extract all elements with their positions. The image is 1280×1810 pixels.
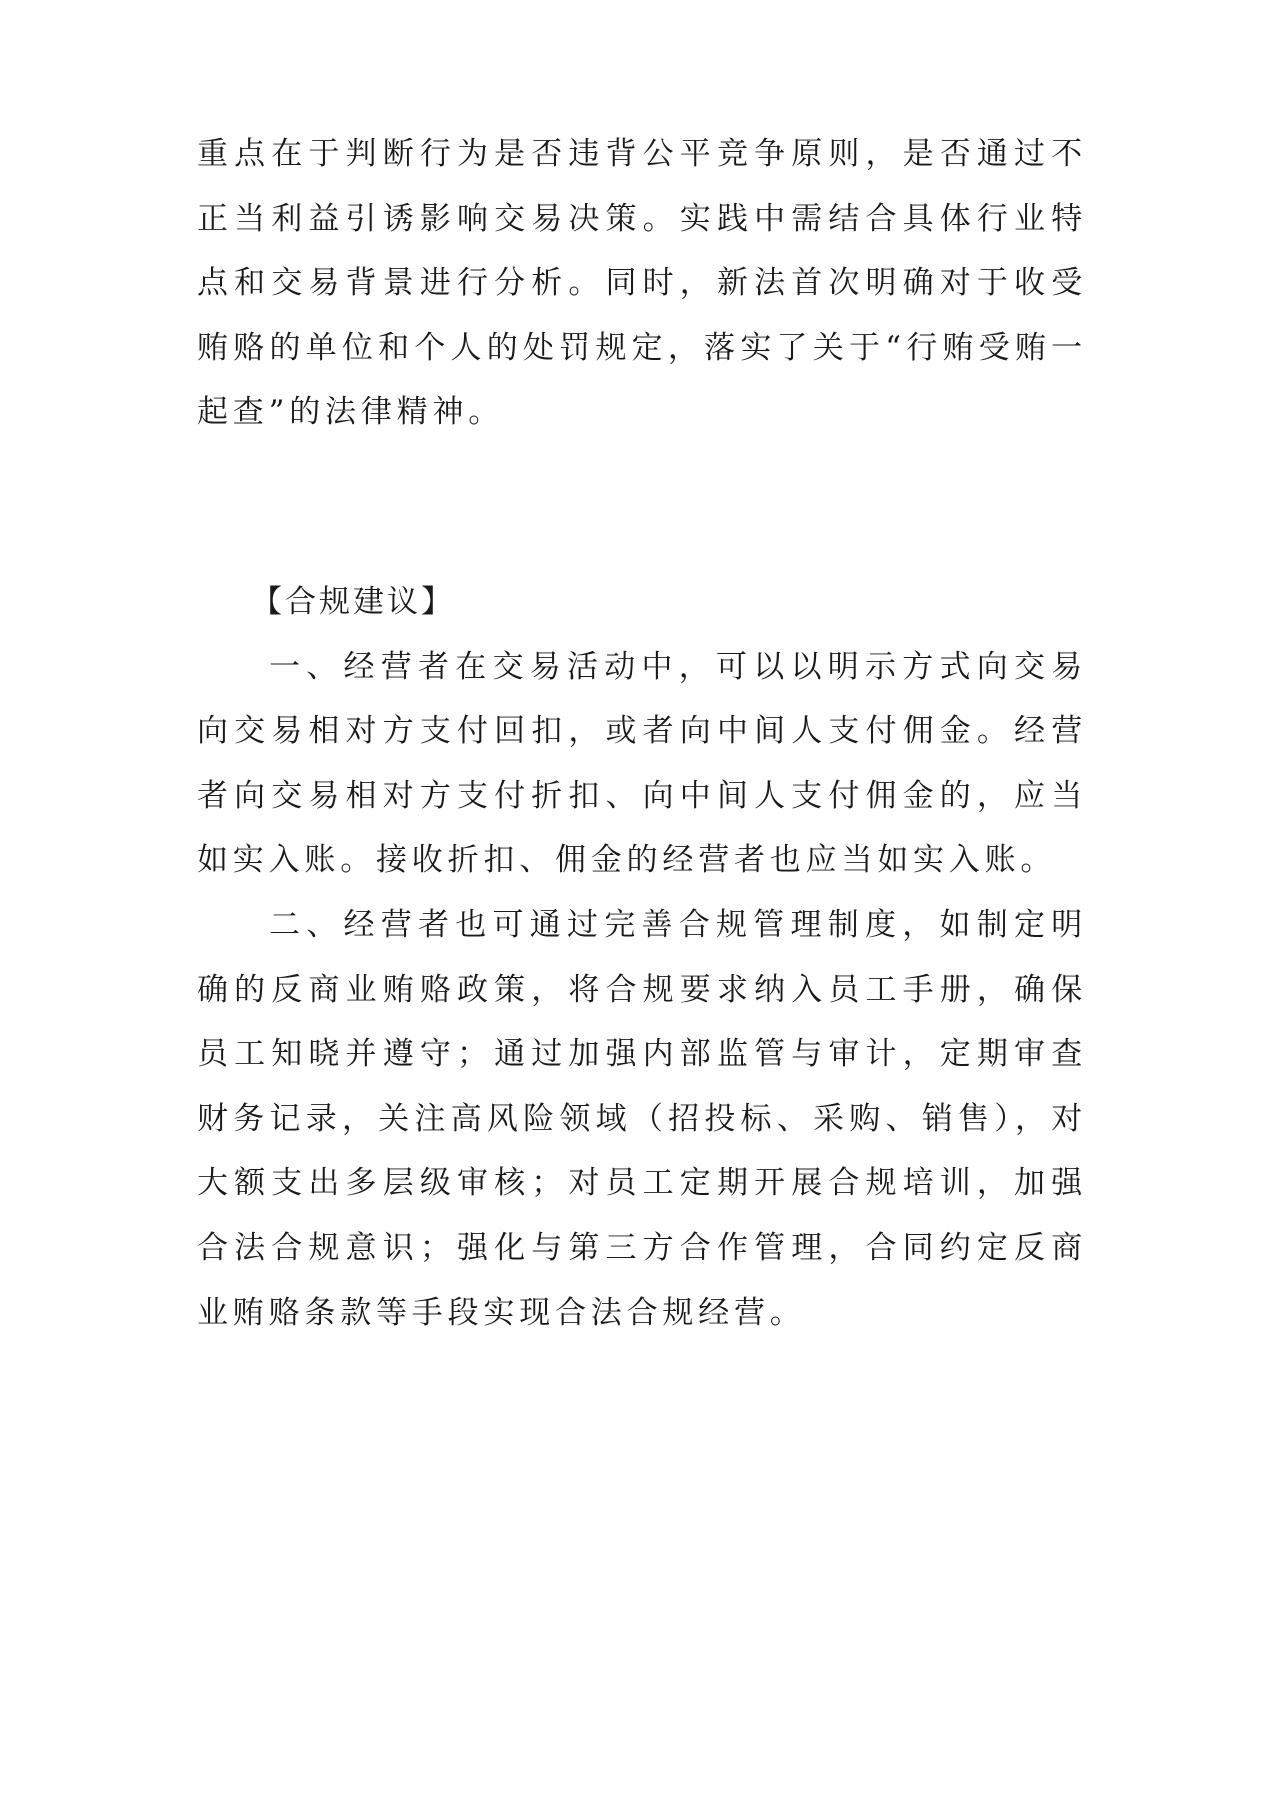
recommendation-paragraph-2: 二、经营者也可通过完善合规管理制度，如制定明确的反商业贿赂政策，将合规要求纳入员工手册，确保员工知晓并遵守；通过加强内部监管与审计，定期审查财务记录，关注高风险领域（招投标、采购、销售），对大额支出多层级审核；对员工定期开展合规培训，加强合法合规意识；强化与第三方合作管理，合同约定反商业贿赂条款等手段实现合法合规经营。 bbox=[197, 906, 1087, 1331]
document-body bbox=[197, 122, 1087, 1345]
section-spacer bbox=[197, 445, 1087, 570]
recommendation-paragraph-1: 一、经营者在交易活动中，可以以明示方式向交易向交易相对方支付回扣，或者向中间人支付佣金。经营者向交易相对方支付折扣、向中间人支付佣金的，应当如实入账。接收折扣、佣金的经营者也应当如实入账。 bbox=[197, 648, 1087, 879]
continuation-paragraph: 重点在于判断行为是否违背公平竞争原则，是否通过不正当利益引诱影响交易决策。实践中需结合具体行业特点和交易背景进行分析。同时，新法首次明确对于收受贿赂的单位和个人的处罚规定，落实了关于“行贿受贿一起查”的法律精神。 bbox=[197, 136, 1087, 431]
section-heading: 【合规建议】 bbox=[251, 583, 455, 620]
